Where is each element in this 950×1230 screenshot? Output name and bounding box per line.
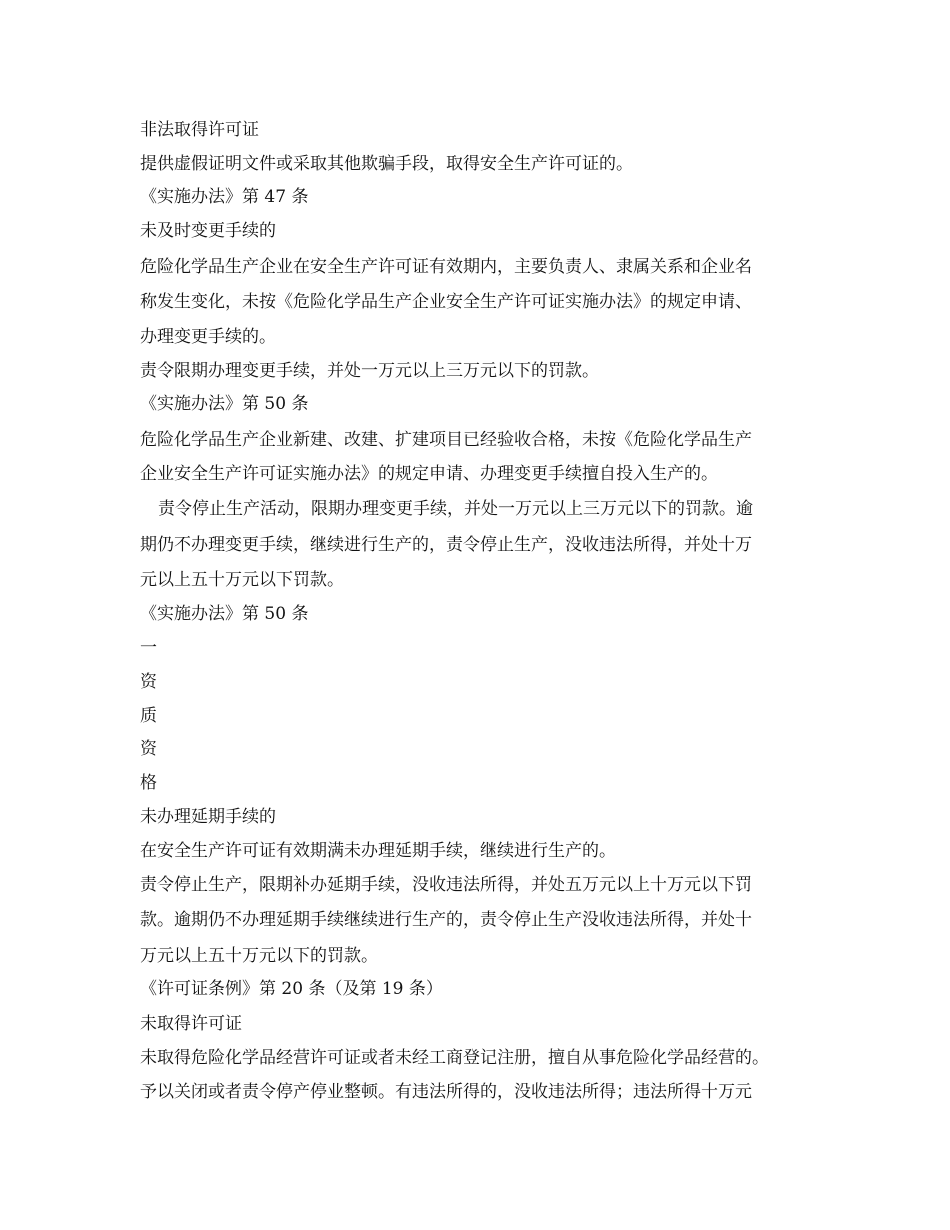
category-char: 一 bbox=[140, 638, 157, 658]
legal-reference: 《实施办法》第 50 条 bbox=[140, 394, 309, 414]
section-heading: 未取得许可证 bbox=[140, 1014, 242, 1034]
penalty-line: 责令停止生产，限期补办延期手续，没收违法所得，并处五万元以上十万元以下罚 bbox=[140, 875, 752, 895]
legal-reference: 《实施办法》第 50 条 bbox=[140, 604, 309, 624]
paragraph-line: 在安全生产许可证有效期满未办理延期手续，继续进行生产的。 bbox=[140, 841, 616, 861]
penalty-line: 期仍不办理变更手续，继续进行生产的，责令停止生产，没收违法所得，并处十万 bbox=[140, 535, 752, 555]
penalty-line: 万元以上五十万元以下的罚款。 bbox=[140, 946, 378, 966]
legal-reference: 《实施办法》第 47 条 bbox=[140, 187, 309, 207]
penalty-line: 元以上五十万元以下罚款。 bbox=[140, 570, 344, 590]
paragraph-line: 办理变更手续的。 bbox=[140, 327, 276, 347]
section-heading: 未及时变更手续的 bbox=[140, 221, 276, 241]
category-char: 资 bbox=[140, 672, 157, 692]
penalty-line: 责令限期办理变更手续，并处一万元以上三万元以下的罚款。 bbox=[140, 361, 599, 381]
legal-reference: 《许可证条例》第 20 条（及第 19 条） bbox=[140, 979, 443, 999]
category-char: 资 bbox=[140, 739, 157, 759]
penalty-line: 款。逾期仍不办理延期手续继续进行生产的，责令停止生产没收违法所得，并处十 bbox=[140, 910, 752, 930]
paragraph-line: 危险化学品生产企业新建、改建、扩建项目已经验收合格，未按《危险化学品生产 bbox=[140, 430, 752, 450]
section-heading: 非法取得许可证 bbox=[140, 120, 259, 140]
penalty-line: 予以关闭或者责令停产停业整顿。有违法所得的，没收违法所得；违法所得十万元 bbox=[140, 1082, 752, 1102]
section-heading: 未办理延期手续的 bbox=[140, 807, 276, 827]
category-char: 格 bbox=[140, 773, 157, 793]
paragraph-line: 危险化学品生产企业在安全生产许可证有效期内，主要负责人、隶属关系和企业名 bbox=[140, 257, 752, 277]
paragraph-line: 企业安全生产许可证实施办法》的规定申请、办理变更手续擅自投入生产的。 bbox=[140, 464, 718, 484]
penalty-line: 责令停止生产活动，限期办理变更手续，并处一万元以上三万元以下的罚款。逾 bbox=[158, 499, 753, 519]
paragraph-line: 提供虚假证明文件或采取其他欺骗手段，取得安全生产许可证的。 bbox=[140, 154, 633, 174]
paragraph-line: 未取得危险化学品经营许可证或者未经工商登记注册，擅自从事危险化学品经营的。 bbox=[140, 1048, 769, 1068]
category-char: 质 bbox=[140, 706, 157, 726]
paragraph-line: 称发生变化，未按《危险化学品生产企业安全生产许可证实施办法》的规定申请、 bbox=[140, 292, 752, 312]
